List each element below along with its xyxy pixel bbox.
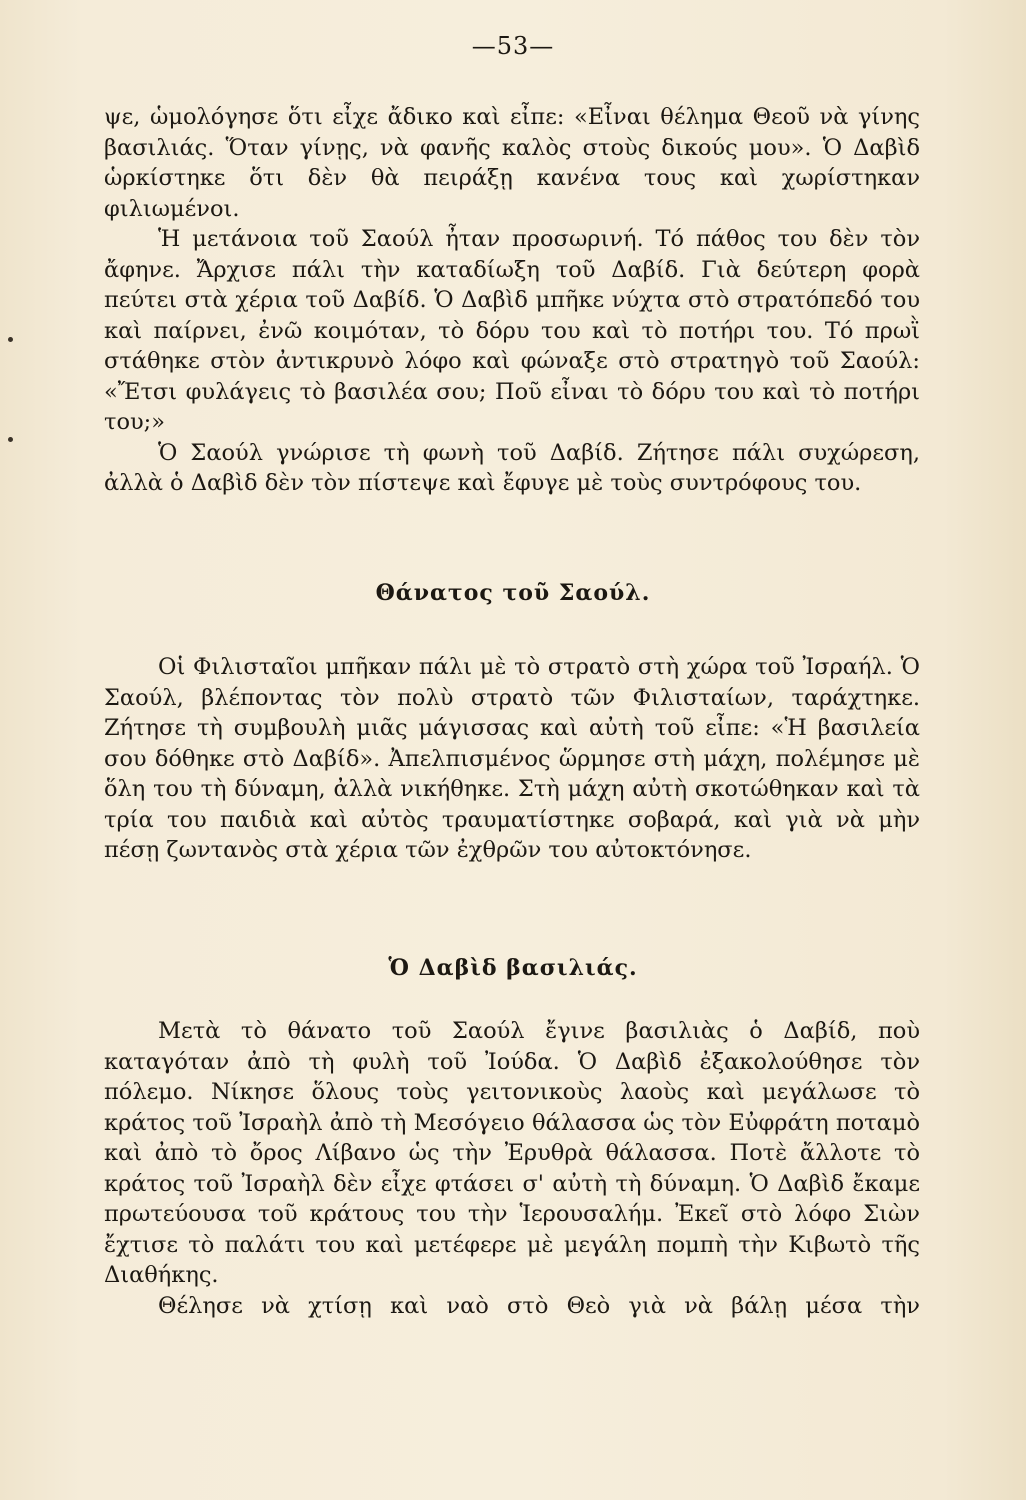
section-1-text [104, 102, 920, 499]
paragraph: Οἱ Φιλισταῖοι μπῆκαν πάλι μὲ τὸ στρατὸ στὴ χώρα τοῦ Ἰσραήλ. Ὁ Σαούλ, βλέποντας τὸν πολὺ στρατὸ τῶν Φιλισταίων, ταράχτηκε. Ζήτησε τὴ συμβουλὴ μιᾶς μάγισσας καὶ αὐτὴ τοῦ εἶπε: «Ἡ βασιλεία σου δόθηκε στὸ Δαβίδ». Ἀπελπισμένος ὥρμησε στὴ μάχη, πολέμησε μὲ ὅλη του τὴ δύναμη, ἀλλὰ νικήθηκε. Στὴ μάχη αὐτὴ σκοτώθηκαν καὶ τὰ τρία του παιδιὰ καὶ αὐτὸς τραυματίστηκε σοβαρά, καὶ γιὰ νὰ μὴν πέσῃ ζωντανὸς στὰ χέρια τῶν ἐχθρῶν του αὐτοκτόνησε. [104, 654, 920, 863]
margin-mark [8, 337, 13, 342]
section-heading-death-of-saul: Θάνατος τοῦ Σαούλ. [375, 580, 651, 606]
section-heading-david-king: Ὁ Δαβὶδ βασιλιάς. [388, 955, 638, 981]
section-2-text [104, 652, 920, 866]
paragraph: Ἡ μετάνοια τοῦ Σαούλ ἦταν προσωρινή. Τό πάθος του δὲν τὸν ἄφηνε. Ἄρχισε πάλι τὴν καταδίωξη τοῦ Δαβίδ. Γιὰ δεύτερη φορὰ πεύτει στὰ χέρια τοῦ Δαβίδ. Ὁ Δαβὶδ μπῆκε νύχτα στὸ στρατόπεδό του καὶ παίρνει, ἐνῶ κοιμόταν, τὸ δόρυ του καὶ τὸ ποτήρι του. Τό πρωῒ στάθηκε στὸν ἀντικρυνὸ λόφο καὶ φώναξε στὸ στρατηγὸ τοῦ Σαούλ: «Ἔτσι φυλάγεις τὸ βασιλέα σου; Ποῦ εἶναι τὸ δόρυ του καὶ τὸ ποτήρι του;» [104, 226, 920, 435]
paragraph: Θέλησε νὰ χτίσῃ καὶ ναὸ στὸ Θεὸ γιὰ νὰ βάλῃ μέσα τὴν [158, 1292, 920, 1319]
margin-mark [8, 437, 13, 442]
paragraph: ψε, ὡμολόγησε ὅτι εἶχε ἄδικο καὶ εἶπε: «Εἶναι θέλημα Θεοῦ νὰ γίνης βασιλιάς. Ὅταν γίνῃς, νὰ φανῆς καλὸς στοὺς δικούς μου». Ὁ Δαβὶδ ὡρκίστηκε ὅτι δὲν θὰ πειράξῃ κανένα τους καὶ χωρίστηκαν φιλιωμένοι. [104, 104, 920, 222]
page-number: —53— [471, 32, 555, 60]
paragraph: Μετὰ τὸ θάνατο τοῦ Σαούλ ἔγινε βασιλιὰς ὁ Δαβίδ, ποὺ καταγόταν ἀπὸ τὴ φυλὴ τοῦ Ἰούδα. Ὁ Δαβὶδ ἐξακολούθησε τὸν πόλεμο. Νίκησε ὅλους τοὺς γειτονικοὺς λαοὺς καὶ μεγάλωσε τὸ κράτος τοῦ Ἰσραὴλ ἀπὸ τὴ Μεσόγειο θάλασσα ὡς τὸν Εὐφράτη ποταμὸ καὶ ἀπὸ τὸ ὄρος Λίβανο ὡς τὴν Ἐρυθρὰ θάλασσα. Ποτὲ ἄλλοτε τὸ κράτος τοῦ Ἰσραὴλ δὲν εἶχε φτάσει σ' αὐτὴ τὴ δύναμη. Ὁ Δαβὶδ ἔκαμε πρωτεύουσα τοῦ κράτους του τὴν Ἱερουσαλήμ. Ἐκεῖ στὸ λόφο Σιὼν ἔχτισε τὸ παλάτι του καὶ μετέφερε μὲ μεγάλη πομπὴ τὴν Κιβωτὸ τῆς Διαθήκης. [104, 1018, 920, 1288]
paragraph: Ὁ Σαούλ γνώρισε τὴ φωνὴ τοῦ Δαβίδ. Ζήτησε πάλι συχώρεση, ἀλλὰ ὁ Δαβὶδ δὲν τὸν πίστεψε καὶ ἔφυγε μὲ τοὺς συντρόφους του. [104, 439, 920, 496]
section-3-text [104, 1016, 920, 1321]
